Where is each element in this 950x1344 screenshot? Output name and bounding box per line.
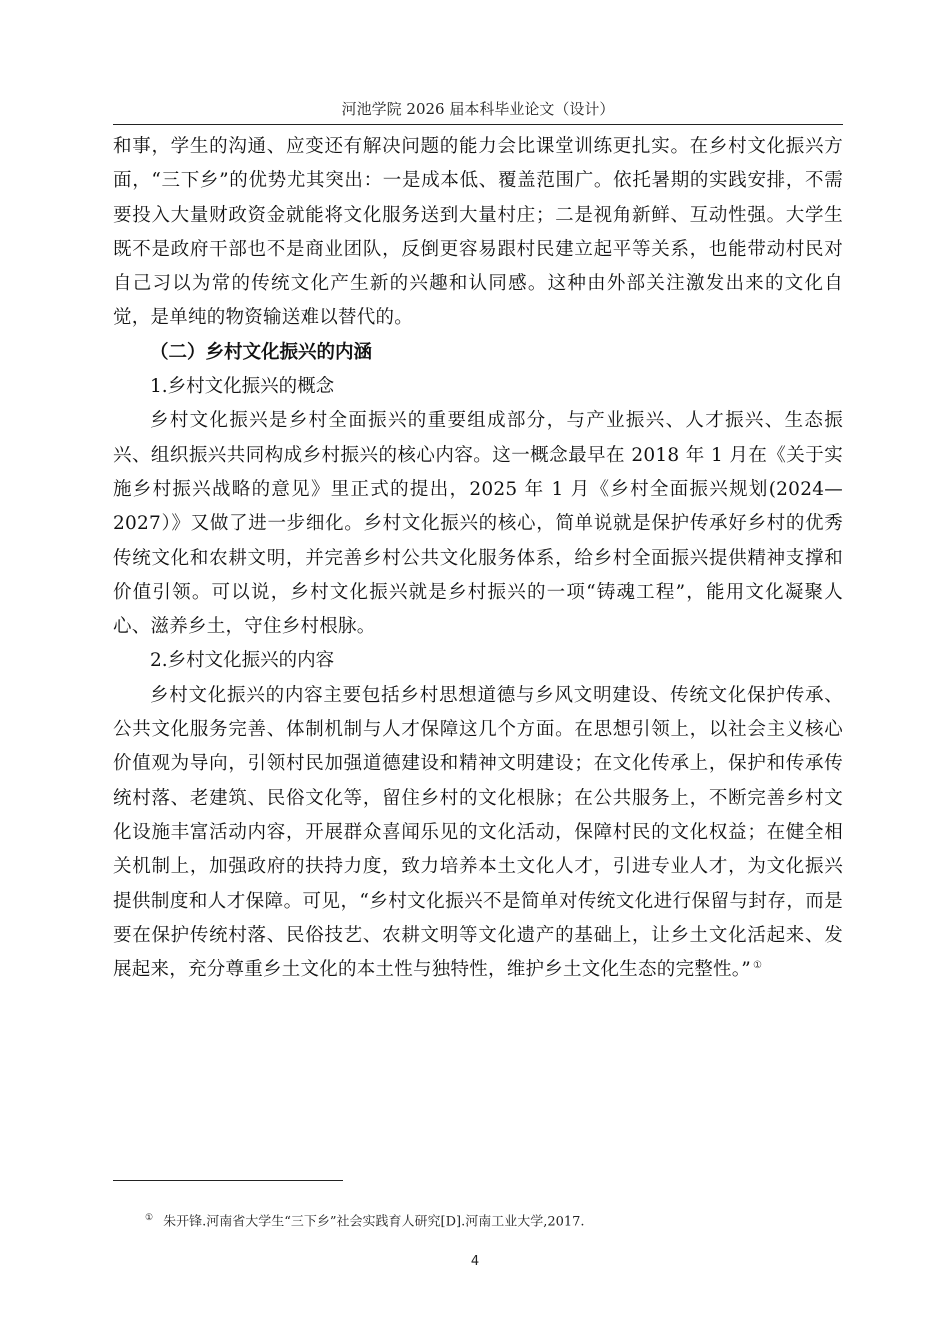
footnote-rule: [113, 1180, 343, 1181]
section-heading: （二）乡村文化振兴的内涵: [150, 341, 373, 363]
page-number: 4: [470, 1254, 480, 1269]
paragraph-content: [113, 679, 843, 988]
paragraph-content-text: 乡村文化振兴的内容主要包括乡村思想道德与乡风文明建设、传统文化保护传承、公共文化服务完善、体制机制与人才保障这几个方面。在思想引领上，以社会主义核心价值观为导向，引领村民加强道德建设和精神文明建设；在文化传承上，保护和传承传统村落、老建筑、民俗文化等，留住乡村的文化根脉；在公共服务上，不断完善乡村文化设施丰富活动内容，开展群众喜闻乐见的文化活动，保障村民的文化权益；在健全相关机制上，加强政府的扶持力度，致力培养本土文化人才，引进专业人才，为文化振兴提供制度和人才保障。可见，“乡村文化振兴不是简单对传统文化进行保留与封存，而是要在保护传统村落、民俗技艺、农耕文明等文化遗产的基础上，让乡土文化活起来、发展起来，充分尊重乡土文化的本土性与独特性，维护乡土文化生态的完整性。”: [113, 684, 843, 981]
subsection-heading-concept: 1.乡村文化振兴的概念: [150, 376, 335, 398]
paragraph-continuation: 和事，学生的沟通、应变还有解决问题的能力会比课堂训练更扎实。在乡村文化振兴方面，“三下乡”的优势尤其突出：一是成本低、覆盖范围广。依托暑期的实践安排，不需要投入大量财政资金就能将文化服务送到大量村庄；二是视角新鲜、互动性强。大学生既不是政府干部也不是商业团队，反倒更容易跟村民建立起平等关系，也能带动村民对自己习以为常的传统文化产生新的兴趣和认同感。这种由外部关注激发出来的文化自觉，是单纯的物资输送难以替代的。: [113, 136, 843, 329]
footnote-reference[interactable]: ①: [752, 959, 763, 971]
header-rule: [113, 124, 843, 125]
footnote: [145, 1208, 845, 1232]
subsection-heading-content: 2.乡村文化振兴的内容: [150, 650, 335, 672]
footnote-text: 朱开锋.河南省大学生“三下乡”社会实践育人研究[D].河南工业大学,2017.: [163, 1214, 585, 1230]
footnote-mark: ①: [145, 1213, 154, 1223]
body-text: [113, 130, 843, 987]
running-header: 河池学院 2026 届本科毕业论文（设计）: [341, 100, 615, 118]
paragraph-concept: 乡村文化振兴是乡村全面振兴的重要组成部分，与产业振兴、人才振兴、生态振兴、组织振兴共同构成乡村振兴的核心内容。这一概念最早在 2018 年 1 月在《关于实施乡村振兴战略的意见》里正式的提出，2025 年 1 月《乡村全面振兴规划(2024—2027）》又做了进一步细化。乡村文化振兴的核心，简单说就是保护传承好乡村的优秀传统文化和农耕文明，并完善乡村公共文化服务体系，给乡村全面振兴提供精神支撑和价值引领。可以说，乡村文化振兴就是乡村振兴的一项“铸魂工程”，能用文化凝聚人心、滋养乡土，守住乡村根脉。: [113, 410, 843, 638]
